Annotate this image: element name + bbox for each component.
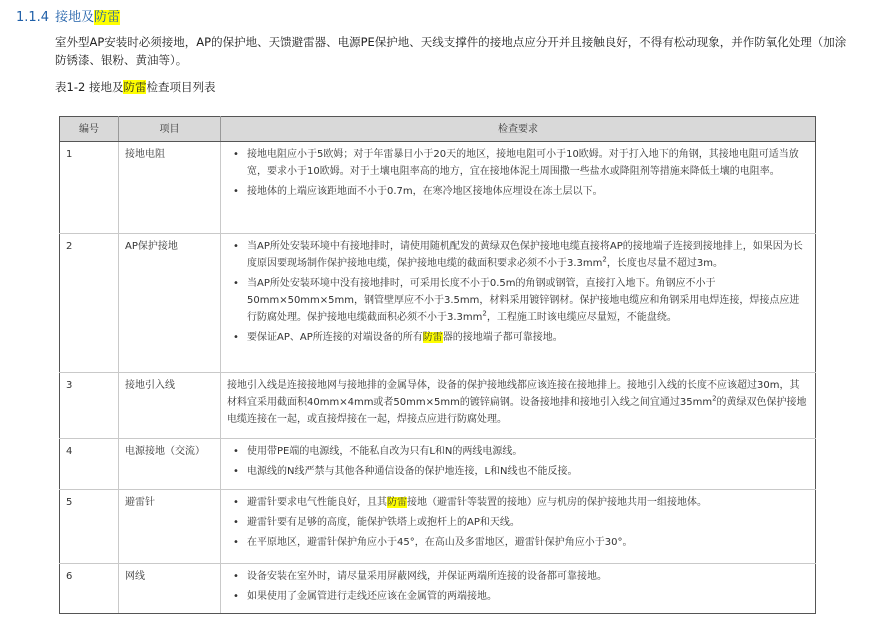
highlight-text: 防雷 [387,497,407,508]
table-row [60,439,816,490]
list-item: • 设备安装在室外时，请尽量采用屏蔽网线，并保证两端所连接的设备都可靠接地。 [227,568,809,585]
list-item: • 在平原地区，避雷针保护角应小于45°，在高山及多雷地区，避雷针保护角应小于30°。 [227,534,809,551]
section-title-highlight: 防雷 [94,10,121,25]
text-segment: ，长度也尽量不超过3m。 [606,258,723,269]
row-requirement [221,373,816,439]
section-heading [16,6,120,25]
highlight-text: 防雷 [422,332,443,343]
row-item: 接地引入线 [119,373,221,439]
row-number: 6 [60,564,119,614]
row-item: 接地电阻 [119,142,221,234]
row-item: 网线 [119,564,221,614]
list-item [227,238,809,272]
text-segment: ，工程施工时该电缆应尽量短，不能盘绕。 [486,312,677,323]
table-row [60,234,816,373]
header-item: 项目 [119,117,221,142]
table-caption [55,79,215,95]
list-item: • 接地电阻应小于5欧姆；对于年雷暴日小于20天的地区，接地电阻可小于10欧姆。对于打入地下的角钢，其接地电阻可适当放宽，要求小于10欧姆。对于土壤电阻率高的地方，宜在接地体泥土周围撒一些盐水或降阻剂等措施来降低土壤的电阻率。 [227,146,809,180]
text-segment: 避雷针要求电气性能良好，且其 [247,497,387,508]
list-item [227,329,809,346]
text-segment: 的黄绿双色保护接地电缆连接在一起，或直接焊接在一起，焊接点应进行防腐处理。 [227,397,807,425]
superscript: 2 [712,394,717,403]
header-number: 编号 [60,117,119,142]
section-number: 1.1.4 [16,10,50,25]
table-row [60,142,816,234]
row-item: AP保护接地 [119,234,221,373]
row-item: 电源接地（交流） [119,439,221,490]
table-row [60,490,816,564]
row-requirement [221,490,816,564]
text-segment: 接地引入线是连接接地网与接地排的金属导体，设备的保护接地线都应该连接在接地排上。接地引入线的长度不应该超过30m，其材料宜采用截面积40mm×4mm或者50mm×5mm的镀锌扁钢。设备接地排和接地引入线之间宜通过35mm [227,380,800,408]
row-number: 4 [60,439,119,490]
row-item: 避雷针 [119,490,221,564]
row-requirement [221,142,816,234]
list-item [227,275,809,326]
row-number: 1 [60,142,119,234]
row-requirement [221,564,816,614]
check-items-table [59,116,816,614]
row-number: 2 [60,234,119,373]
superscript: 2 [602,255,607,264]
header-requirement: 检查要求 [221,117,816,142]
intro-paragraph: 室外型AP安装时必须接地，AP的保护地、天馈避雷器、电源PE保护地、天线支撑件的接地点应分开并且接触良好，不得有松动现象，并作防氧化处理（加涂防锈漆、银粉、黄油等）。 [55,35,847,67]
caption-suffix: 检查项目列表 [146,80,216,94]
list-item: • 如果使用了金属管进行走线还应该在金属管的两端接地。 [227,588,809,605]
row-number: 5 [60,490,119,564]
text-segment: 器的接地端子都可靠接地。 [442,332,563,343]
row-number: 3 [60,373,119,439]
caption-highlight: 防雷 [123,80,147,94]
superscript: 2 [482,309,487,318]
caption-prefix: 表1-2 接地及 [55,80,124,94]
row-requirement [221,439,816,490]
row-requirement [221,234,816,373]
list-item: • 接地体的上端应该距地面不小于0.7m，在寒冷地区接地体应埋设在冻土层以下。 [227,183,809,200]
list-item: • 避雷针要有足够的高度，能保护铁塔上或抱杆上的AP和天线。 [227,514,809,531]
list-item: • 使用带PE端的电源线，不能私自改为只有L和N的两线电源线。 [227,443,809,460]
table-row [60,564,816,614]
table-header-row [60,117,816,142]
table-row [60,373,816,439]
text-segment: 要保证AP、AP所连接的对端设备的所有 [247,332,423,343]
list-item [227,494,809,511]
section-title: 接地及 [55,10,95,25]
text-segment: 接地（避雷针等装置的接地）应与机房的保护接地共用一组接地体。 [407,497,707,508]
text-segment: 当AP所处安装环境中有接地排时，请使用随机配发的黄绿双色保护接地电缆直接将AP的接地端子连接到接地排上，如果因为长度原因要现场制作保护接地电缆，保护接地电缆的截面积要求必须不小于3.3mm [247,241,803,269]
list-item: • 电源线的N线严禁与其他各种通信设备的保护地连接，L和N线也不能反接。 [227,463,809,480]
text-segment: 当AP所处安装环境中没有接地排时，可采用长度不小于0.5m的角钢或钢管，直接打入地下。角钢应不小于50mm×50mm×5mm，钢管壁厚应不小于3.5mm，材料采用镀锌钢材。保护接地电缆应和角钢采用电焊连接，焊接点应进行防腐处理。保护接地电缆截面积必须不小于3.3mm [247,278,800,323]
